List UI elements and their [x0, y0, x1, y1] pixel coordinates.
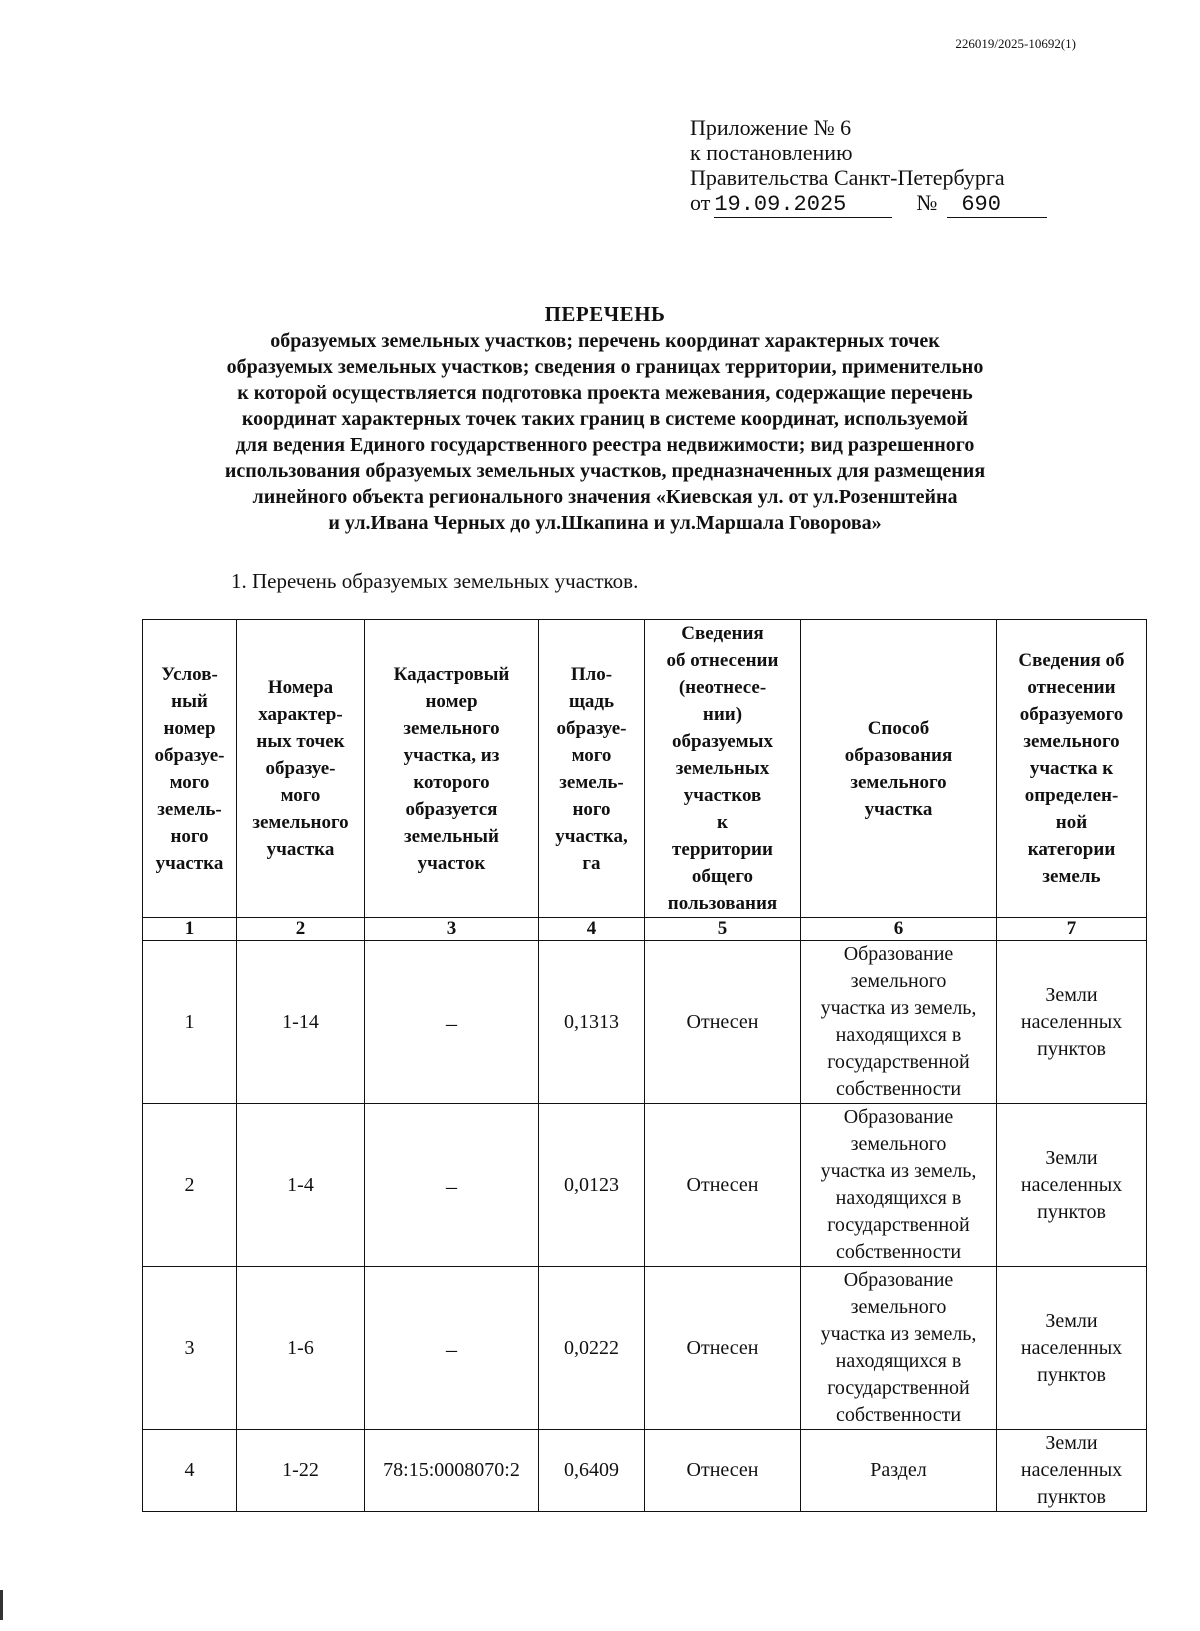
cell-line: участка к: [1029, 758, 1114, 779]
cell-line: щадь: [568, 690, 615, 712]
cell-point-numbers: 1-4: [237, 1104, 365, 1267]
cell-public-use: Отнесен: [645, 1104, 801, 1267]
cell-line: Услов-: [161, 663, 218, 685]
cell-line: ного: [572, 798, 611, 820]
annex-date-prefix: от: [690, 190, 711, 215]
annex-number-underline: [947, 190, 1047, 218]
column-number: 5: [645, 918, 801, 941]
cell-land-category: [997, 1104, 1147, 1267]
column-number: 7: [997, 918, 1147, 941]
cell-text: [803, 1267, 994, 1429]
cell-line: земельного: [850, 1133, 947, 1155]
cell-line: находящихся в: [835, 1024, 962, 1046]
cell-line: собственности: [835, 1241, 962, 1263]
heading-title: ПЕРЕЧЕНЬ: [544, 302, 666, 326]
annex-line-1: Приложение № 6: [690, 115, 852, 140]
cell-line: образуется: [405, 798, 498, 820]
column-number: 2: [237, 918, 365, 941]
cell-line: населенных: [1020, 1336, 1123, 1359]
heading-line: линейного объекта регионального значения «Киевская ул. от ул.Розенштейна: [252, 486, 958, 508]
cell-formation-method: [801, 941, 997, 1104]
cell-line: ный: [171, 690, 208, 712]
cell-point-numbers: 1-14: [237, 941, 365, 1104]
cadastral-dash: _: [446, 1165, 457, 1191]
cell-cadastral-number: [365, 1267, 539, 1430]
document-heading: [60, 300, 1150, 536]
cell-line: нии): [702, 704, 743, 725]
cell-area: 0,0222: [539, 1267, 645, 1430]
cadastral-dash: _: [446, 1002, 457, 1028]
cell-line: участков: [683, 785, 762, 806]
table-row: [143, 1430, 1147, 1512]
cell-line: Образование: [843, 1106, 954, 1128]
cell-line: Номера: [267, 677, 334, 698]
cell-line: Земли: [1045, 1309, 1098, 1332]
annex-date-underline: [714, 190, 892, 218]
cell-land-category: [997, 1430, 1147, 1512]
cell-line: земельного: [850, 970, 947, 992]
cell-point-numbers: 1-6: [237, 1267, 365, 1430]
cell-line: участка: [266, 839, 335, 860]
cell-line: находящихся в: [835, 1187, 962, 1209]
header-land-category: [997, 620, 1147, 918]
cell-line: образования: [844, 744, 953, 766]
cell-text: [541, 661, 642, 877]
cell-line: участка, из: [403, 744, 500, 766]
cell-plot-number: 4: [143, 1430, 237, 1512]
cell-line: Сведения об: [1018, 650, 1125, 671]
cadastral-dash: _: [446, 1328, 457, 1354]
header-formation-method: [801, 620, 997, 918]
cell-text: [999, 982, 1144, 1063]
cell-line: пунктов: [1037, 1200, 1106, 1223]
table-header-row: [143, 620, 1147, 918]
cell-line: Сведения: [681, 623, 764, 644]
cell-line: пользования: [667, 893, 778, 914]
cell-line: ного: [170, 825, 209, 847]
header-plot-number: [143, 620, 237, 918]
cell-line: Земли: [1045, 1432, 1098, 1454]
cell-text: [145, 661, 234, 877]
cell-line: участка,: [555, 825, 628, 847]
cell-line: земель-: [559, 771, 624, 793]
cell-line: пунктов: [1037, 1037, 1106, 1060]
cell-text: [367, 661, 536, 877]
annex-number: 690: [961, 192, 1001, 217]
cell-line: участок: [417, 852, 486, 874]
cell-line: образуе-: [265, 758, 336, 779]
cell-line: категории: [1027, 839, 1116, 860]
cell-line: отнесении: [1027, 677, 1116, 698]
cell-line: населенных: [1020, 1459, 1123, 1481]
heading-line: к которой осуществляется подготовка проекта межевания, содержащие перечень: [237, 382, 973, 404]
header-area: [539, 620, 645, 918]
cell-text: [999, 1145, 1144, 1226]
cell-line: государственной: [827, 1214, 970, 1236]
column-number: 3: [365, 918, 539, 941]
annex-date: 19.09.2025: [714, 192, 847, 217]
cell-line: которого: [413, 771, 490, 793]
cell-line: определен-: [1024, 785, 1119, 806]
cell-line: (неотнесе-: [678, 677, 767, 698]
cell-line: находящихся в: [835, 1350, 962, 1372]
cell-line: собственности: [835, 1404, 962, 1426]
cell-line: населенных: [1020, 1010, 1123, 1033]
cell-line: га: [582, 852, 601, 874]
cell-line: мого: [280, 785, 321, 806]
cell-line: земель-: [157, 798, 222, 820]
cell-text: [803, 941, 994, 1103]
cell-public-use: Отнесен: [645, 1267, 801, 1430]
cell-line: населенных: [1020, 1173, 1123, 1196]
table-row: [143, 941, 1147, 1104]
cell-line: образуе-: [154, 744, 225, 766]
cell-area: 0,6409: [539, 1430, 645, 1512]
cell-line: к: [717, 812, 728, 833]
cell-line: Пло-: [570, 663, 613, 685]
heading-line: использования образуемых земельных участков, предназначенных для размещения: [224, 460, 986, 482]
cell-line: общего: [691, 866, 754, 887]
cell-line: мого: [169, 771, 210, 793]
heading-line: для ведения Единого государственного реестра недвижимости; вид разрешенного: [235, 434, 975, 456]
cell-line: участка из земель,: [820, 1160, 977, 1182]
cell-text: [999, 647, 1144, 890]
section-title: 1. Перечень образуемых земельных участков.: [231, 569, 639, 593]
cell-line: земельного: [850, 1296, 947, 1318]
header-cadastral-number: [365, 620, 539, 918]
heading-line: образуемых земельных участков; сведения о границах территории, применительно: [226, 356, 984, 378]
cell-line: мого: [571, 744, 612, 766]
annex-line-2: к постановлению: [690, 140, 853, 165]
cell-text: [803, 715, 994, 823]
table-row: [143, 1104, 1147, 1267]
header-point-numbers: [237, 620, 365, 918]
cell-text: [803, 1104, 994, 1266]
cell-line: государственной: [827, 1377, 970, 1399]
cell-plot-number: 3: [143, 1267, 237, 1430]
cell-line: земельного: [252, 812, 349, 833]
column-number: 1: [143, 918, 237, 941]
cell-cadastral-number: [365, 1104, 539, 1267]
table-row: [143, 1267, 1147, 1430]
scan-edge-mark: [0, 1590, 3, 1620]
cell-line: ных точек: [256, 731, 345, 752]
cell-text: [999, 1430, 1144, 1511]
cell-cadastral-number: [365, 941, 539, 1104]
cell-formation-method: [801, 1430, 997, 1512]
cell-line: земельного: [850, 771, 947, 793]
cell-line: Способ: [867, 717, 930, 739]
cell-line: ной: [1055, 812, 1088, 833]
heading-line: и ул.Ивана Черных до ул.Шкапина и ул.Маршала Говорова»: [328, 512, 882, 534]
cell-line: земельного: [403, 717, 500, 739]
heading-line: координат характерных точек таких границ в системе координат, используемой: [241, 408, 969, 430]
cell-cadastral-number: 78:15:0008070:2: [365, 1430, 539, 1512]
cell-land-category: [997, 941, 1147, 1104]
annex-date-line: [690, 190, 1047, 218]
cell-line: пунктов: [1037, 1363, 1106, 1386]
header-public-use: [645, 620, 801, 918]
cell-line: номер: [163, 717, 216, 739]
cell-formation-method: [801, 1267, 997, 1430]
cell-line: территории: [672, 839, 773, 860]
cell-line: государственной: [827, 1051, 970, 1073]
annex-line-3: Правительства Санкт-Петербурга: [690, 165, 1005, 190]
cell-line: номер: [425, 690, 478, 712]
cell-area: 0,1313: [539, 941, 645, 1104]
cell-line: участка из земель,: [820, 1323, 977, 1345]
cell-line: образуемого: [1019, 704, 1124, 725]
column-number: 6: [801, 918, 997, 941]
cell-line: земельного: [1023, 731, 1120, 752]
cell-text: [803, 1457, 994, 1484]
cell-public-use: Отнесен: [645, 1430, 801, 1512]
cell-point-numbers: 1-22: [237, 1430, 365, 1512]
annex-block: [690, 115, 1047, 218]
cell-line: собственности: [835, 1078, 962, 1100]
cell-line: характер-: [258, 704, 343, 725]
cell-line: участка: [864, 798, 933, 820]
cell-line: об отнесении: [666, 650, 779, 671]
cell-line: Образование: [843, 1269, 954, 1291]
cell-line: Земли: [1045, 1146, 1098, 1169]
cell-text: [239, 674, 362, 863]
cell-line: Земли: [1045, 983, 1098, 1006]
cell-plot-number: 2: [143, 1104, 237, 1267]
annex-number-prefix: №: [916, 190, 938, 215]
document-id: 226019/2025-10692(1): [955, 36, 1076, 51]
cell-line: участка: [155, 852, 224, 874]
heading-subtitle: [60, 328, 1150, 536]
cell-public-use: Отнесен: [645, 941, 801, 1104]
column-number: 4: [539, 918, 645, 941]
cell-text: [999, 1308, 1144, 1389]
cell-line: образуемых: [672, 731, 773, 752]
cell-line: земельных: [675, 758, 770, 779]
cell-area: 0,0123: [539, 1104, 645, 1267]
cell-line: Раздел: [870, 1459, 927, 1481]
cell-line: Образование: [843, 943, 954, 965]
cell-formation-method: [801, 1104, 997, 1267]
column-number-row: [143, 918, 1147, 941]
cell-land-category: [997, 1267, 1147, 1430]
cell-line: Кадастровый: [393, 663, 510, 685]
cell-line: пунктов: [1037, 1486, 1106, 1508]
land-plots-table: [142, 619, 1147, 1512]
cell-plot-number: 1: [143, 941, 237, 1104]
cell-line: земельный: [404, 825, 499, 847]
heading-line: образуемых земельных участков; перечень координат характерных точек: [270, 330, 940, 352]
cell-line: земель: [1042, 866, 1101, 887]
cell-text: [647, 620, 798, 917]
cell-line: участка из земель,: [820, 997, 977, 1019]
cell-line: образуе-: [556, 717, 627, 739]
